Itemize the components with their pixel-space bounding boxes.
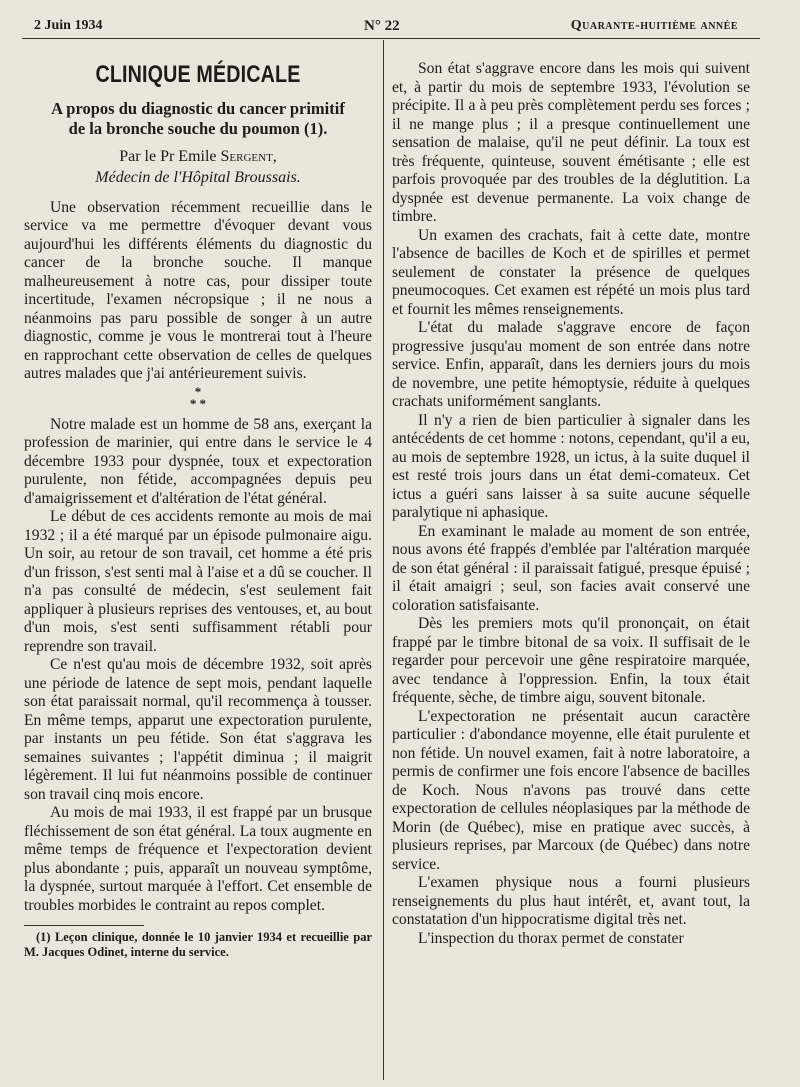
paragraph: Dès les premiers mots qu'il prononçait, on était frappé par le timbre bitonal de sa voix. Il suffisait de le regarder pour percevoir une gêne respiratoire marquée, avec tendance à l'oppression. Enfin, la toux était fréquente, sèche, de timbre aigu, souvent bitonale. <box>392 615 750 706</box>
column-divider <box>383 40 384 1080</box>
issue-number: N° 22 <box>364 18 400 34</box>
author-name: Sergent, <box>220 147 277 165</box>
paragraph: Ce n'est qu'au mois de décembre 1932, soit après une période de latence de sept mois, pendant laquelle son état paraissait normal, qu'il recommença à tousser. En même temps, apparut une expectoration purulente, par instants un peu fétide. Son état s'aggrava les semaines suivantes ; l'appétit diminua ; il maigrit légèrement. Il lui fut néanmoins possible de continuer son travail cinq mois encore. <box>24 656 372 803</box>
paragraph: Il n'y a rien de bien particulier à signaler dans les antécédents de cet homme : notons, cependant, qu'il a eu, au mois de septembre 1928, un ictus, à la suite duquel il est resté trois jours dans un état demi-comateux. Cet ictus a guéri sans laisser à sa suite aucune séquelle paralytique ni aphasique. <box>392 411 750 521</box>
article-title-line-1: A propos du diagnostic du cancer primitif <box>51 98 345 118</box>
issue-date: 2 Juin 1934 <box>34 18 103 33</box>
volume-year: Quarante-huitième année <box>570 18 738 33</box>
paragraph: Notre malade est un homme de 58 ans, exerçant la profession de marinier, qui entre dans le service le 4 décembre 1933 pour dyspnée, toux et expectoration purulente, non fétide, accompagnées depuis peu d'amaigrissement et d'altération de l'état général. <box>24 415 372 507</box>
section-separator <box>24 383 372 411</box>
footnote: (1) Leçon clinique, donnée le 10 janvier 1934 et recueillie par M. Jacques Odinet, interne du service. <box>24 930 372 959</box>
article-title <box>24 99 372 139</box>
paragraph: Son état s'aggrave encore dans les mois qui suivent et, à partir du mois de septembre 1933, l'évolution se précipite. Il a à peu près complètement perdu ses forces ; il ne mange plus ; il a presque continuellement une sensation de malaise, qu'il ne peut définir. La toux est très fréquente, quinteuse, souvent émétisante ; elle est parfois provoquée par des troubles de la déglutition. La dyspnée est devenue permanente. La voix change de timbre. <box>392 60 750 225</box>
paragraph: L'examen physique nous a fourni plusieurs renseignements du plus haut intérêt, et, avant tout, la constatation d'un hippocratisme digital très net. <box>392 874 750 928</box>
paragraph: En examinant le malade au moment de son entrée, nous avons été frappés d'emblée par l'altération marquée de son état général : il paraissait fatigué, presque épuisé ; il était amaigri ; seul, son facies avait conservé une coloration satisfaisante. <box>392 522 750 614</box>
header-rule <box>22 38 760 39</box>
separator-stars-bottom: * * <box>189 395 207 411</box>
left-column <box>24 60 372 960</box>
section-title: CLINIQUE MÉDICALE <box>95 61 301 88</box>
paragraph: Au mois de mai 1933, il est frappé par un brusque fléchissement de son état général. La toux augmente en même temps de fréquence et l'expectoration devient plus abondante ; puis, apparaît un nouveau symptôme, la dyspnée, surtout marquée à l'effort. Cet ensemble de troubles morbides le contraint au repos complet. <box>24 804 372 914</box>
article-title-line-2: de la bronche souche du poumon (1). <box>68 118 328 138</box>
paragraph: L'état du malade s'aggrave encore de façon progressive jusqu'au moment de son entrée dans notre service. Enfin, apparaît, dans les derniers jours du mois de novembre, une petite hémoptysie, réduite à quelques crachats uniformément sanglants. <box>392 319 750 410</box>
byline-prefix: Par le Pr Emile <box>119 147 221 165</box>
page-header <box>34 14 738 38</box>
right-column <box>392 60 750 948</box>
paragraph: Un examen des crachats, fait à cette date, montre l'absence de bacilles de Koch et de spirilles et permet seulement de constater la présence de quelques pneumocoques. Cet examen est répété un mois plus tard et fournit les mêmes renseignements. <box>392 226 750 318</box>
paragraph: L'expectoration ne présentait aucun caractère particulier : d'abondance moyenne, elle était purulente et non fétide. Un nouvel examen, fait à notre laboratoire, a permis de confirmer une fois encore l'absence de bacilles de Koch. Nous n'avons pas trouvé dans cette expectoration de cellules néoplasiques par la méthode de Morin (de Québec), mise en pratique avec succès, à plusieurs reprises, par Marcoux (de Québec) dans notre service. <box>392 707 750 873</box>
byline <box>24 147 372 167</box>
footnote-rule <box>24 925 144 926</box>
separator-star-top: * <box>194 383 202 399</box>
author-affiliation: Médecin de l'Hôpital Broussais. <box>95 168 301 186</box>
paragraph: Une observation récemment recueillie dans le service va me permettre d'évoquer devant vous aujourd'hui les différents éléments du diagnostic du cancer de la bronche souche. Il manque malheureusement à notre cas, pour dissiper toute incertitude, l'examen nécropsique ; il ne nous a néanmoins pas paru possible de songer à un autre diagnostic, comme je vous le montrerai tout à l'heure en rapprochant cette observation de celles de quelques autres malades que j'ai antérieurement suivis. <box>24 198 372 382</box>
paragraph: Le début de ces accidents remonte au mois de mai 1932 ; il a été marqué par un épisode pulmonaire aigu. Un soir, au retour de son travail, cet homme a été pris d'un frisson, s'est senti mal à l'aise et a dû se coucher. Il n'a pas consulté de médecin, s'est seulement fait appliquer à plusieurs reprises des ventouses, et, au bout d'un mois, s'est senti suffisamment rétabli pour reprendre son travail. <box>24 508 372 655</box>
paragraph: L'inspection du thorax permet de constater <box>418 929 684 947</box>
